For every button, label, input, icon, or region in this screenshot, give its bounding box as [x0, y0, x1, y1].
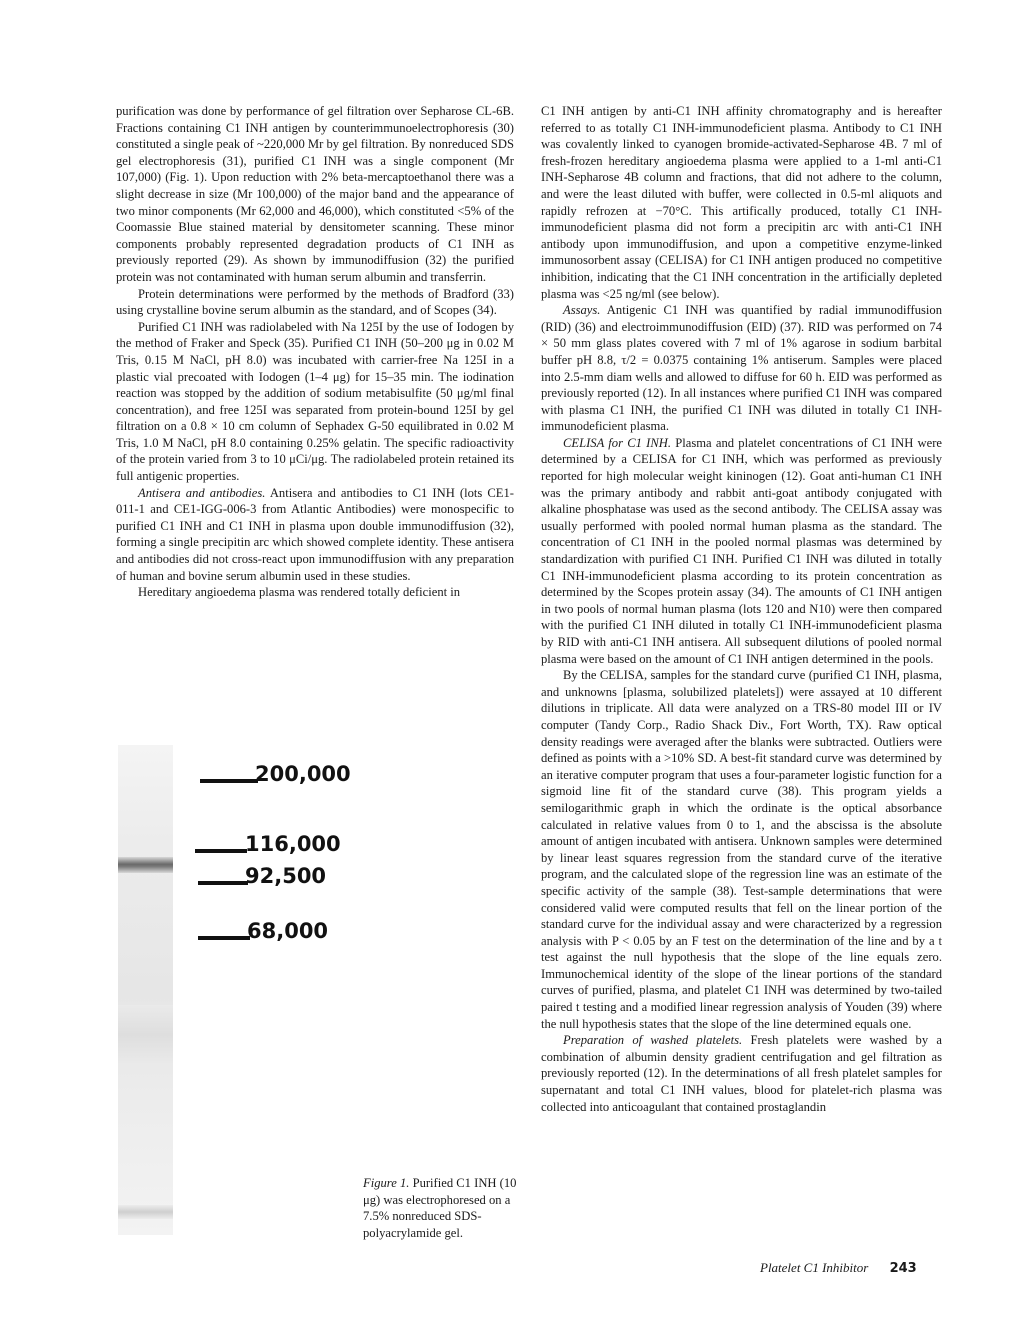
gel-smear — [118, 1005, 173, 1065]
figure-caption-label: Figure 1. — [363, 1176, 410, 1190]
paragraph-antisera — [116, 485, 514, 585]
paragraph-radiolabeling: Purified C1 INH was radiolabeled with Na 125I by the use of Iodogen by the method of Fraker and Speck (35). Purified C1 INH (50–200 μg in 0.02 M Tris, 0.15 M NaCl, pH 8.0) was incubated with carrier-free Na 125I in a plastic vial precoated with Iodogen (1–4 μg) for 15–35 min. The iodination reaction was stopped by the addition of sodium metabisulfite (50 μg/ml final concentration), and free 125I was separated from protein-bound 125I by gel filtration on a 0.8 × 10 cm column of Sephadex G-50 equilibrated in 0.02 M Tris, 1.0 M NaCl, pH 8.0 containing 0.25% gelatin. The specific radioactivity of the protein varied from 3 to 10 μCi/μg. The radiolabeled protein retained its full antigenic properties. — [116, 319, 514, 484]
marker-line — [200, 779, 258, 783]
marker-line — [195, 849, 247, 853]
gel-lane-image — [118, 745, 173, 1235]
paragraph-purification: purification was done by performance of gel filtration over Sepharose CL-6B. Fractions containing C1 INH antigen by counterimmunoelectrophoresis (30) constituted a single peak of ~220,000 Mr by gel filtration. By nonreduced SDS gel electrophoresis (31), purified C1 INH was a single component (Mr 107,000) (Fig. 1). Upon reduction with 2% beta-mercaptoethanol there was a slight decrease in size (Mr 100,000) of the major band and the appearance of two minor components (Mr 62,000 and 46,000), which constituted <5% of the Coomassie Blue stained material by densitometer scanning. These minor components probably represented degradation products of C1 INH as previously reported (29). As shown by immunodiffusion (32) the purified protein was not contaminated with human serum albumin and transferrin. — [116, 104, 514, 284]
paragraph-celisa — [541, 435, 942, 667]
paragraph-standard-curve: By the CELISA, samples for the standard curve (purified C1 INH, plasma, and unknowns [plasma, solubilized platelets]) were assayed at 10 different dilutions in triplicate. All data were analyzed on a TRS-80 model III or IV computer (Tandy Corp., Radio Shack Div., Fort Worth, TX). Raw optical density readings were averaged after the blanks were subtracted. Outliers were defined as points with a >10% SD. A best-fit standard curve was determined by an iterative computer program that uses a four-parameter logistic function for a sigmoid line fit of the standard curve (38). This program yields a semilogarithmic graph in which the ordinate is the optical absorbance calculated in relative values from 0 to 1, and the abscissa is the absolute amount of antigen incubated with antisera. Unknown samples were determined by linear least squares regression from the standard curve of the iterative program, and the calculated slope of the regression line was an estimate of the specific activity of the sample (38). Test-sample determinations that were considered valid were computed results that fell on the linear portion of the standard curve for the individual assay and were characterized by a regression analysis with P < 0.05 by an F test on the determination of the line and by a t test against the null hypothesis that the slope of the line equals zero. Immunochemical identity of the slope of the linear portions of the standard curves of purified, plasma, and platelet C1 INH was determined by two-tailed paired t testing and a modified linear regression analysis of Youden (39) where the null hypothesis states that the slope of the line determined equals one. — [541, 668, 942, 1031]
heading-assays: Assays. — [563, 303, 601, 318]
running-title: Platelet C1 Inhibitor — [760, 1260, 869, 1275]
text-celisa: Plasma and platelet concentrations of C1 INH were determined by a CELISA for C1 INH, which was performed as previously reported for high molecular weight kininogen (12). Goat anti-human C1 INH was the primary antibody and rabbit anti-goat antibody conjugated with alkaline phosphatase was used as the second antibody. The CELISA assay was usually performed with pooled normal human plasma as the standard. The concentration of C1 INH in the pooled normal plasmas was determined by standardization with purified C1 INH. Purified C1 INH was diluted in totally C1 INH-immunodeficient plasma according to its protein concentration as determined by the Scopes protein assay (34). The amounts of C1 INH antigen in two pools of normal human plasma (lots 120 and N10) were then compared with the purified C1 INH diluted in totally C1 INH-immunodeficient plasma by RID with anti-C1 INH antisera. All subsequent dilutions of pooled normal plasma were based on the amount of C1 INH antigen determined in the pools. — [541, 435, 943, 666]
marker-line — [198, 881, 248, 885]
marker-label: 116,000 — [245, 832, 341, 856]
paragraph-immunodeficient-plasma: C1 INH antigen by anti-C1 INH affinity chromatography and is hereafter referred to as totally C1 INH-immunodeficient plasma. Antibody to C1 INH was covalently linked to cyanogen bromide-activated-Sepharose 4B. 7 ml of fresh-frozen hereditary angioedema plasma were applied to a 1-ml anti-C1 INH-Sepharose 4B column and fractions, that did not adhere to the column, and were the least diluted with buffer, were collected in 0.5-ml aliquots and rapidly refrozen at −70°C. This artifically produced, totally C1 INH-immunodeficient plasma did not form a precipitin arc with anti-C1 INH antibody upon immunodiffusion, and upon a competitive enzyme-linked immunosorbent assay (CELISA) for C1 INH antigen produced no competitive inhibition, indicating that the C1 INH concentration in the artificially depleted plasma was <25 ng/ml (see below). — [541, 104, 942, 301]
heading-washed-platelets: Preparation of washed platelets. — [563, 1033, 743, 1048]
paragraph-washed-platelets — [541, 1032, 942, 1115]
marker-label: 68,000 — [247, 919, 329, 943]
text-assays: Antigenic C1 INH was quantified by radial immunodiffusion (RID) (36) and electroimmunodiffusion (EID) (37). RID was performed on 74 × 50 mm glass plates covered with 7 ml of 1% agarose in sodium barbital buffer pH 8.8, τ/2 = 0.0375 containing 1% antiserum. Samples were placed into 2.5-mm diam wells and allowed to diffuse for 60 h. EID was performed as previously reported (12). In all instances where purified C1 INH was compared with plasma C1 INH, the purified C1 INH was diluted in totally C1 INH-immunodeficient plasma. — [541, 303, 942, 434]
marker-line — [198, 936, 250, 940]
heading-antisera: Antisera and antibodies. — [138, 485, 266, 500]
text-washed-platelets: Fresh platelets were washed by a combination of albumin density gradient centrifugation and gel filtration as previously reported (12). In the determinations of all fresh platelet samples for supernatant and total C1 INH values, blood for platelet-rich plasma was collected into anticoagulant that contained prostaglandin — [541, 1033, 942, 1114]
gel-band-faint — [118, 1205, 173, 1219]
marker-label: 92,500 — [245, 864, 327, 888]
text-antisera: Antisera and antibodies to C1 INH (lots CE1-011-1 and CE1-IGG-006-3 from Atlantic Antibodies) were monospecific to purified C1 INH and C1 INH in plasma upon double immunodiffusion (32), forming a single precipitin arc which showed complete identity. These antisera and antibodies did not cross-react upon immunodiffusion with any preparation of human and bovine serum albumin used in these studies. — [116, 485, 514, 583]
paragraph-protein-determinations: Protein determinations were performed by the methods of Bradford (33) using crystalline bovine serum albumin as the standard, and of Scopes (34). — [116, 286, 514, 318]
left-text-column — [116, 103, 514, 601]
gel-band-major — [118, 857, 173, 873]
paragraph-assays — [541, 302, 942, 435]
paragraph-hereditary-angioedema: Hereditary angioedema plasma was rendered totally deficient in — [138, 585, 461, 600]
heading-celisa: CELISA for C1 INH. — [563, 435, 671, 450]
marker-label: 200,000 — [255, 762, 351, 786]
page-number: 243 — [889, 1261, 917, 1276]
figure-caption-text: Purified C1 INH (10 μg) was electrophoresed on a 7.5% nonreduced SDS-polyacrylamide gel. — [363, 1176, 517, 1240]
right-text-column — [541, 103, 942, 1115]
page-footer — [760, 1260, 917, 1276]
figure-caption — [363, 1175, 523, 1241]
